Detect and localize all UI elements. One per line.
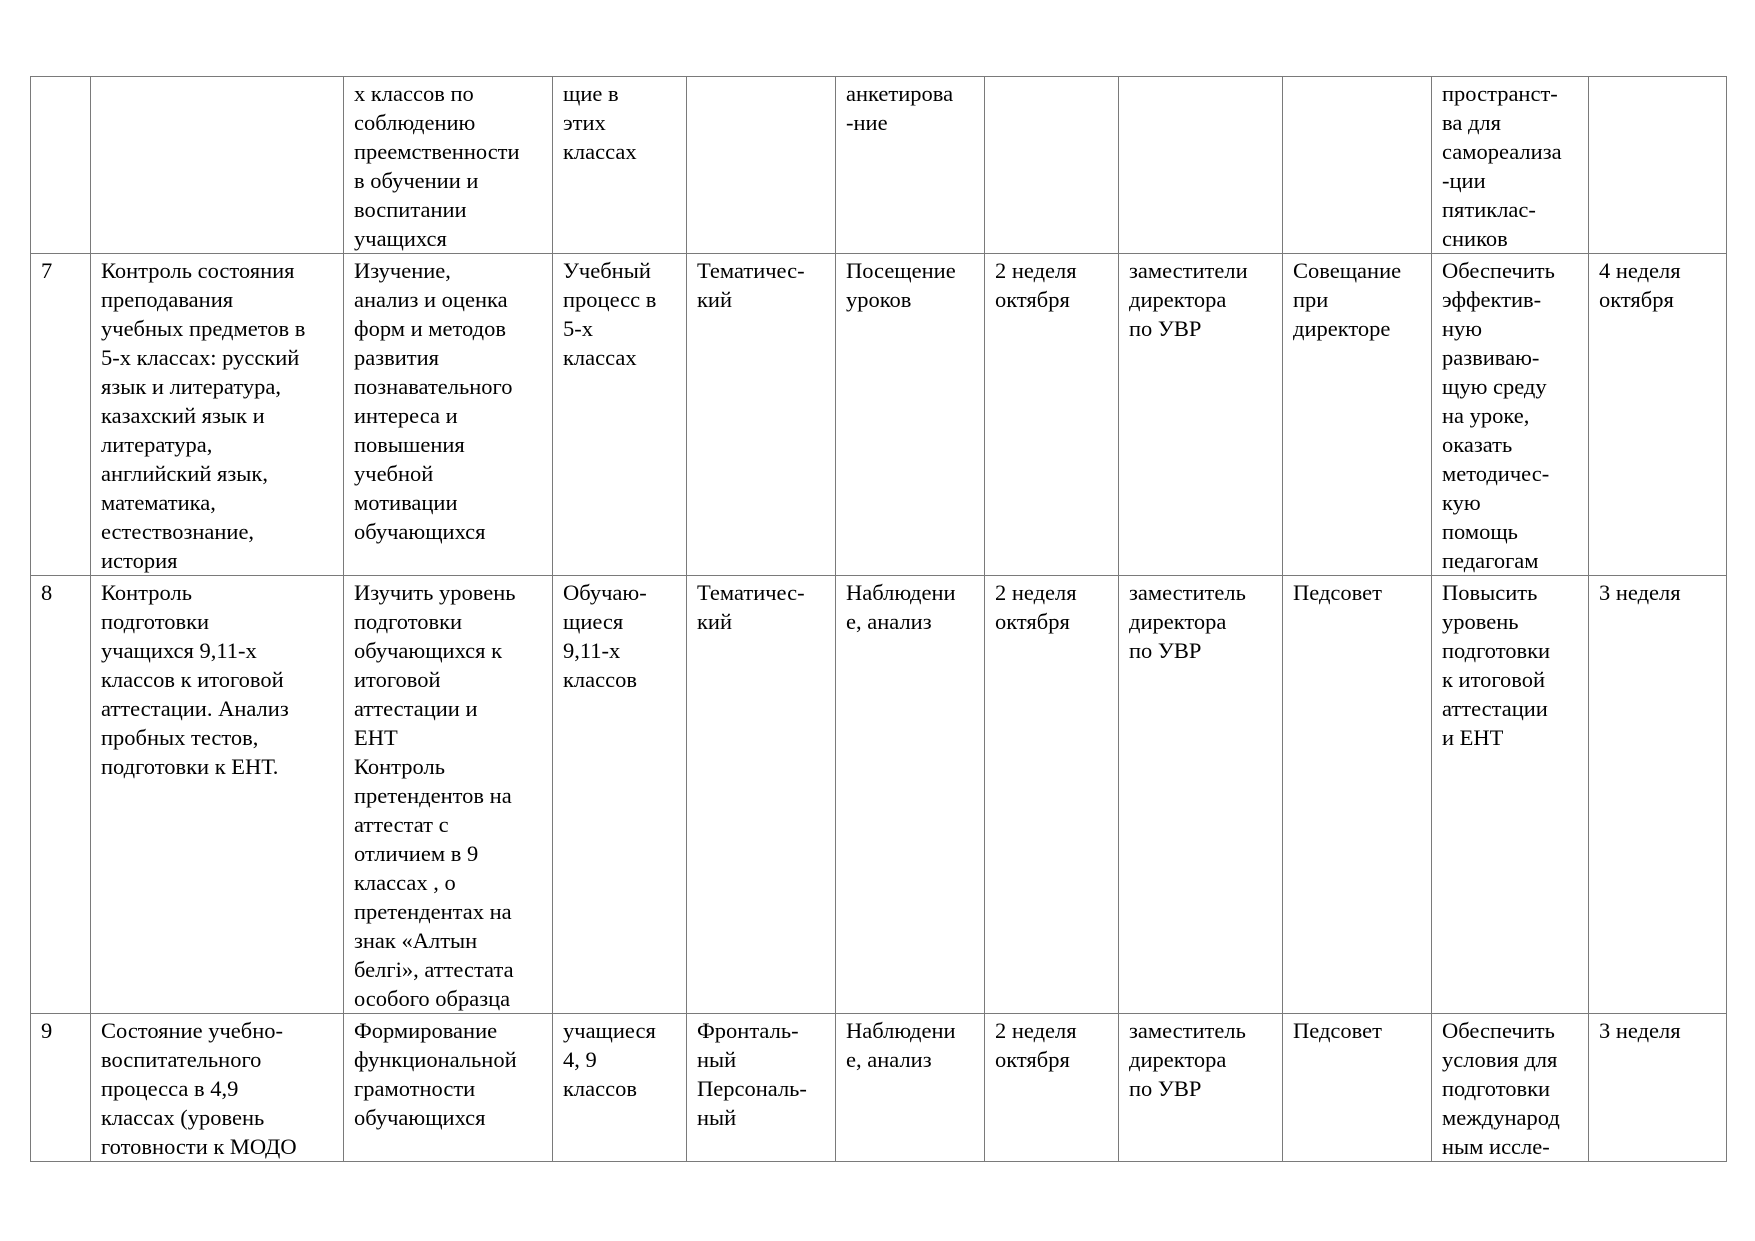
- cell-deadline: [1589, 77, 1727, 254]
- cell-review-place: [1283, 77, 1432, 254]
- cell-object: щие в этих классах: [553, 77, 687, 254]
- cell-goal: Изучить уровень подготовки обучающихся к итоговой аттестации и ЕНТ Контроль претендентов на аттестат с отличием в 9 классах , о претендентах на знак «Алтын белгі», аттестата особого образца: [344, 576, 553, 1014]
- cell-responsible: заместители директора по УВР: [1119, 254, 1283, 576]
- cell-deadline: 3 неделя: [1589, 576, 1727, 1014]
- cell-number: 8: [31, 576, 91, 1014]
- table-row: [31, 1014, 1727, 1162]
- cell-result: Обеспечить эффектив- ную развиваю- щую среду на уроке, оказать методичес- кую помощь педагогам: [1432, 254, 1589, 576]
- control-plan-table: [30, 76, 1727, 1162]
- cell-number: 9: [31, 1014, 91, 1162]
- cell-deadline: 4 неделя октября: [1589, 254, 1727, 576]
- cell-review-place: Педсовет: [1283, 1014, 1432, 1162]
- cell-object: учащиеся 4, 9 классов: [553, 1014, 687, 1162]
- cell-review-place: Совещание при директоре: [1283, 254, 1432, 576]
- cell-period: 2 неделя октября: [985, 1014, 1119, 1162]
- cell-topic: Состояние учебно- воспитательного процесса в 4,9 классах (уровень готовности к МОДО: [91, 1014, 344, 1162]
- cell-goal: Формирование функциональной грамотности обучающихся: [344, 1014, 553, 1162]
- cell-topic: [91, 77, 344, 254]
- cell-goal: Изучение, анализ и оценка форм и методов развития познавательного интереса и повышения учебной мотивации обучающихся: [344, 254, 553, 576]
- cell-goal: х классов по соблюдению преемственности в обучении и воспитании учащихся: [344, 77, 553, 254]
- cell-type: Тематичес- кий: [687, 576, 836, 1014]
- cell-object: Обучаю- щиеся 9,11-х классов: [553, 576, 687, 1014]
- cell-topic: Контроль подготовки учащихся 9,11-х классов к итоговой аттестации. Анализ пробных тестов, подготовки к ЕНТ.: [91, 576, 344, 1014]
- cell-type: Фронталь- ный Персональ- ный: [687, 1014, 836, 1162]
- cell-result: Обеспечить условия для подготовки международ ным иссле-: [1432, 1014, 1589, 1162]
- cell-period: [985, 77, 1119, 254]
- table-row: [31, 254, 1727, 576]
- cell-method: Наблюдени е, анализ: [836, 576, 985, 1014]
- table-row: [31, 576, 1727, 1014]
- cell-topic: Контроль состояния преподавания учебных предметов в 5-х классах: русский язык и литература, казахский язык и литература, английский язык, математика, естествознание, история: [91, 254, 344, 576]
- cell-type: Тематичес- кий: [687, 254, 836, 576]
- cell-deadline: 3 неделя: [1589, 1014, 1727, 1162]
- cell-review-place: Педсовет: [1283, 576, 1432, 1014]
- table-row: [31, 77, 1727, 254]
- cell-method: Посещение уроков: [836, 254, 985, 576]
- cell-object: Учебный процесс в 5-х классах: [553, 254, 687, 576]
- cell-number: 7: [31, 254, 91, 576]
- cell-responsible: заместитель директора по УВР: [1119, 576, 1283, 1014]
- cell-period: 2 неделя октября: [985, 576, 1119, 1014]
- cell-method: Наблюдени е, анализ: [836, 1014, 985, 1162]
- cell-method: анкетирова -ние: [836, 77, 985, 254]
- cell-result: Повысить уровень подготовки к итоговой аттестации и ЕНТ: [1432, 576, 1589, 1014]
- cell-period: 2 неделя октября: [985, 254, 1119, 576]
- cell-number: [31, 77, 91, 254]
- cell-result: пространст- ва для самореализа -ции пятиклас- сников: [1432, 77, 1589, 254]
- cell-type: [687, 77, 836, 254]
- cell-responsible: [1119, 77, 1283, 254]
- cell-responsible: заместитель директора по УВР: [1119, 1014, 1283, 1162]
